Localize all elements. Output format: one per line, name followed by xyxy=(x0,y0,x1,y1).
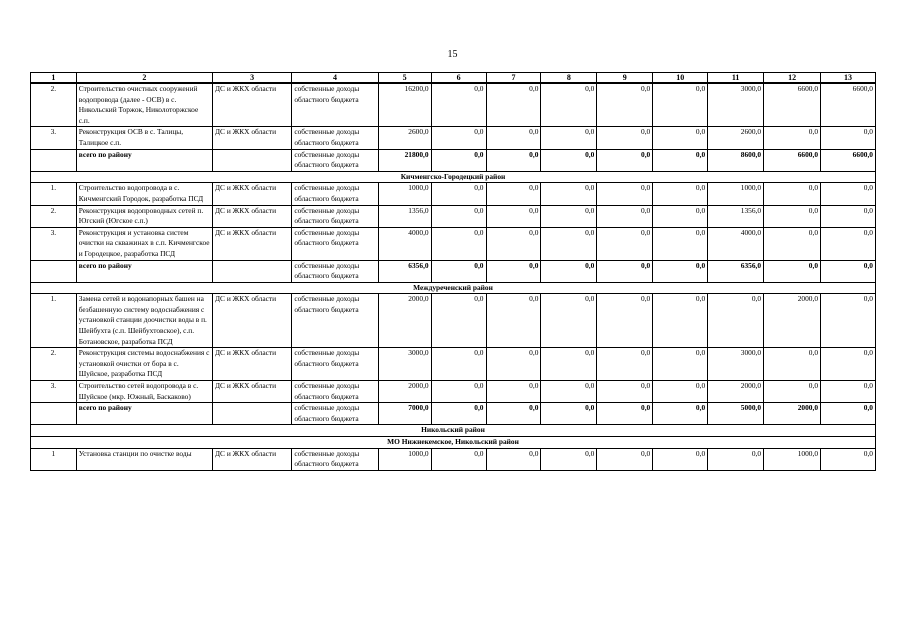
table-row xyxy=(31,294,876,348)
value-cell: 0,0 xyxy=(541,403,597,425)
value-cell: 0,0 xyxy=(653,448,708,470)
value-cell: 0,0 xyxy=(653,149,708,171)
value-cell: 6600,0 xyxy=(821,83,876,127)
value-cell: 0,0 xyxy=(597,227,653,260)
value-cell: 0,0 xyxy=(541,83,597,127)
value-cell: 0,0 xyxy=(541,294,597,348)
funding-source-cell: собственные доходы областного бюджета xyxy=(292,294,378,348)
table-row xyxy=(31,205,876,227)
responsible-cell: ДС и ЖКХ области xyxy=(213,348,292,381)
row-number xyxy=(31,403,77,425)
table-row xyxy=(31,381,876,403)
project-name: Строительство очистных сооружений водопровода (далее - ОСВ) в с. Никольский Торжок, Николоторжское с.п. xyxy=(76,83,212,127)
value-cell: 0,0 xyxy=(653,348,708,381)
value-cell: 0,0 xyxy=(431,348,486,381)
value-cell: 2000,0 xyxy=(708,381,764,403)
value-cell: 2600,0 xyxy=(708,127,764,149)
column-header: 5 xyxy=(378,73,431,84)
value-cell: 1000,0 xyxy=(764,448,821,470)
value-cell: 0,0 xyxy=(486,448,541,470)
column-header: 3 xyxy=(213,73,292,84)
value-cell: 0,0 xyxy=(764,127,821,149)
section-title: Междуреченский район xyxy=(31,282,876,294)
value-cell: 0,0 xyxy=(486,403,541,425)
column-header: 4 xyxy=(292,73,378,84)
value-cell: 0,0 xyxy=(764,183,821,205)
value-cell: 21800,0 xyxy=(378,149,431,171)
project-name: Строительство водопровода в с. Кичменгский Городок, разработка ПСД xyxy=(76,183,212,205)
table-row xyxy=(31,183,876,205)
project-name: Реконструкция водопроводных сетей п. Югский (Югское с.п.) xyxy=(76,205,212,227)
value-cell: 6600,0 xyxy=(764,149,821,171)
value-cell: 0,0 xyxy=(653,83,708,127)
value-cell: 0,0 xyxy=(597,260,653,282)
row-number xyxy=(31,260,77,282)
value-cell: 0,0 xyxy=(597,294,653,348)
value-cell: 0,0 xyxy=(597,183,653,205)
value-cell: 0,0 xyxy=(708,448,764,470)
value-cell: 0,0 xyxy=(597,83,653,127)
value-cell: 0,0 xyxy=(486,127,541,149)
value-cell: 0,0 xyxy=(653,403,708,425)
section-row xyxy=(31,171,876,183)
project-name: Реконструкция системы водоснабжения с установкой очистки от бора в с. Шуйское, разработка ПСД xyxy=(76,348,212,381)
value-cell: 1000,0 xyxy=(378,448,431,470)
column-header: 8 xyxy=(541,73,597,84)
value-cell: 0,0 xyxy=(653,183,708,205)
funding-source-cell: собственные доходы областного бюджета xyxy=(292,227,378,260)
value-cell: 0,0 xyxy=(486,183,541,205)
responsible-cell: ДС и ЖКХ области xyxy=(213,381,292,403)
value-cell: 3000,0 xyxy=(708,348,764,381)
funding-source-cell: собственные доходы областного бюджета xyxy=(292,149,378,171)
total-row xyxy=(31,149,876,171)
column-header: 1 xyxy=(31,73,77,84)
value-cell: 1356,0 xyxy=(378,205,431,227)
section-row xyxy=(31,437,876,449)
value-cell: 2000,0 xyxy=(764,294,821,348)
value-cell: 8600,0 xyxy=(708,149,764,171)
column-header: 13 xyxy=(821,73,876,84)
value-cell: 5000,0 xyxy=(708,403,764,425)
value-cell: 0,0 xyxy=(821,205,876,227)
total-row xyxy=(31,260,876,282)
value-cell: 0,0 xyxy=(597,381,653,403)
page-number: 15 xyxy=(447,49,458,60)
row-number: 3. xyxy=(31,127,77,149)
value-cell: 0,0 xyxy=(541,205,597,227)
value-cell: 6600,0 xyxy=(821,149,876,171)
value-cell: 6356,0 xyxy=(378,260,431,282)
value-cell: 0,0 xyxy=(486,83,541,127)
value-cell: 0,0 xyxy=(821,381,876,403)
project-name: Замена сетей и водонапорных башен на безбашенную систему водоснабжения с установкой станции доочистки воды в п. Шейбухта (с.п. Шейбухтовское), с.п. Ботановское, разработка ПСД xyxy=(76,294,212,348)
value-cell: 0,0 xyxy=(431,149,486,171)
project-name: Строительство сетей водопровода в с. Шуйское (мкр. Южный, Баскаково) xyxy=(76,381,212,403)
value-cell: 0,0 xyxy=(431,227,486,260)
value-cell: 0,0 xyxy=(764,227,821,260)
row-number: 3. xyxy=(31,227,77,260)
value-cell: 0,0 xyxy=(597,127,653,149)
value-cell: 0,0 xyxy=(821,294,876,348)
value-cell: 0,0 xyxy=(653,260,708,282)
section-row xyxy=(31,425,876,437)
value-cell: 0,0 xyxy=(597,348,653,381)
value-cell: 0,0 xyxy=(821,348,876,381)
value-cell: 0,0 xyxy=(431,260,486,282)
value-cell: 0,0 xyxy=(653,127,708,149)
value-cell: 0,0 xyxy=(708,294,764,348)
value-cell: 0,0 xyxy=(486,381,541,403)
funding-source-cell: собственные доходы областного бюджета xyxy=(292,348,378,381)
project-name: Реконструкция и установка систем очистки на скважинах в с.п. Кичменгское и Городецкое, разработка ПСД xyxy=(76,227,212,260)
value-cell: 3000,0 xyxy=(378,348,431,381)
value-cell: 0,0 xyxy=(431,83,486,127)
value-cell: 0,0 xyxy=(541,127,597,149)
value-cell: 0,0 xyxy=(653,381,708,403)
value-cell: 0,0 xyxy=(541,348,597,381)
header-row xyxy=(31,73,876,84)
responsible-cell: ДС и ЖКХ области xyxy=(213,205,292,227)
funding-source-cell: собственные доходы областного бюджета xyxy=(292,381,378,403)
responsible-cell: ДС и ЖКХ области xyxy=(213,183,292,205)
section-row xyxy=(31,282,876,294)
responsible-cell xyxy=(213,149,292,171)
responsible-cell: ДС и ЖКХ области xyxy=(213,448,292,470)
funding-source-cell: собственные доходы областного бюджета xyxy=(292,403,378,425)
responsible-cell: ДС и ЖКХ области xyxy=(213,227,292,260)
value-cell: 0,0 xyxy=(653,294,708,348)
value-cell: 0,0 xyxy=(431,403,486,425)
row-number: 1. xyxy=(31,183,77,205)
table-row xyxy=(31,127,876,149)
value-cell: 2000,0 xyxy=(378,294,431,348)
value-cell: 0,0 xyxy=(431,205,486,227)
value-cell: 6356,0 xyxy=(708,260,764,282)
value-cell: 0,0 xyxy=(821,183,876,205)
value-cell: 0,0 xyxy=(541,149,597,171)
value-cell: 2000,0 xyxy=(378,381,431,403)
value-cell: 0,0 xyxy=(821,448,876,470)
budget-table xyxy=(30,72,876,471)
value-cell: 1000,0 xyxy=(708,183,764,205)
table-row xyxy=(31,83,876,127)
column-header: 9 xyxy=(597,73,653,84)
value-cell: 0,0 xyxy=(486,149,541,171)
table-row xyxy=(31,448,876,470)
value-cell: 0,0 xyxy=(764,205,821,227)
value-cell: 0,0 xyxy=(597,448,653,470)
funding-source-cell: собственные доходы областного бюджета xyxy=(292,448,378,470)
total-row xyxy=(31,403,876,425)
value-cell: 0,0 xyxy=(764,348,821,381)
funding-source-cell: собственные доходы областного бюджета xyxy=(292,205,378,227)
value-cell: 0,0 xyxy=(486,294,541,348)
value-cell: 0,0 xyxy=(486,227,541,260)
value-cell: 0,0 xyxy=(486,348,541,381)
value-cell: 0,0 xyxy=(541,381,597,403)
value-cell: 0,0 xyxy=(821,260,876,282)
value-cell: 3000,0 xyxy=(708,83,764,127)
value-cell: 0,0 xyxy=(597,403,653,425)
value-cell: 0,0 xyxy=(821,227,876,260)
responsible-cell xyxy=(213,403,292,425)
row-number: 2. xyxy=(31,348,77,381)
total-label: всего по району xyxy=(76,260,212,282)
responsible-cell: ДС и ЖКХ области xyxy=(213,294,292,348)
value-cell: 0,0 xyxy=(486,205,541,227)
value-cell: 0,0 xyxy=(431,294,486,348)
value-cell: 0,0 xyxy=(486,260,541,282)
section-title: МО Нижнекемское, Никольский район xyxy=(31,437,876,449)
value-cell: 2000,0 xyxy=(764,403,821,425)
value-cell: 0,0 xyxy=(597,205,653,227)
value-cell: 0,0 xyxy=(541,448,597,470)
column-header: 6 xyxy=(431,73,486,84)
project-name: Установка станции по очистке воды xyxy=(76,448,212,470)
section-title: Никольский район xyxy=(31,425,876,437)
value-cell: 16200,0 xyxy=(378,83,431,127)
value-cell: 4000,0 xyxy=(708,227,764,260)
total-label: всего по району xyxy=(76,403,212,425)
value-cell: 1000,0 xyxy=(378,183,431,205)
column-header: 10 xyxy=(653,73,708,84)
value-cell: 0,0 xyxy=(764,381,821,403)
responsible-cell xyxy=(213,260,292,282)
value-cell: 4000,0 xyxy=(378,227,431,260)
section-title: Кичменгско-Городецкий район xyxy=(31,171,876,183)
responsible-cell: ДС и ЖКХ области xyxy=(213,127,292,149)
row-number xyxy=(31,149,77,171)
column-header: 12 xyxy=(764,73,821,84)
table-row xyxy=(31,348,876,381)
value-cell: 0,0 xyxy=(653,227,708,260)
value-cell: 0,0 xyxy=(764,260,821,282)
value-cell: 0,0 xyxy=(541,227,597,260)
value-cell: 6600,0 xyxy=(764,83,821,127)
funding-source-cell: собственные доходы областного бюджета xyxy=(292,260,378,282)
funding-source-cell: собственные доходы областного бюджета xyxy=(292,83,378,127)
column-header: 11 xyxy=(708,73,764,84)
project-name: Реконструкция ОСВ в с. Талицы, Талицкое с.п. xyxy=(76,127,212,149)
row-number: 2. xyxy=(31,205,77,227)
value-cell: 0,0 xyxy=(431,381,486,403)
value-cell: 0,0 xyxy=(541,183,597,205)
column-header: 2 xyxy=(76,73,212,84)
value-cell: 0,0 xyxy=(431,448,486,470)
value-cell: 0,0 xyxy=(431,183,486,205)
funding-source-cell: собственные доходы областного бюджета xyxy=(292,183,378,205)
total-label: всего по району xyxy=(76,149,212,171)
value-cell: 7000,0 xyxy=(378,403,431,425)
value-cell: 0,0 xyxy=(821,127,876,149)
value-cell: 0,0 xyxy=(541,260,597,282)
value-cell: 0,0 xyxy=(597,149,653,171)
funding-source-cell: собственные доходы областного бюджета xyxy=(292,127,378,149)
value-cell: 0,0 xyxy=(821,403,876,425)
value-cell: 0,0 xyxy=(431,127,486,149)
row-number: 1. xyxy=(31,294,77,348)
row-number: 2. xyxy=(31,83,77,127)
value-cell: 1356,0 xyxy=(708,205,764,227)
value-cell: 0,0 xyxy=(653,205,708,227)
table-row xyxy=(31,227,876,260)
responsible-cell: ДС и ЖКХ области xyxy=(213,83,292,127)
row-number: 1 xyxy=(31,448,77,470)
column-header: 7 xyxy=(486,73,541,84)
row-number: 3. xyxy=(31,381,77,403)
value-cell: 2600,0 xyxy=(378,127,431,149)
